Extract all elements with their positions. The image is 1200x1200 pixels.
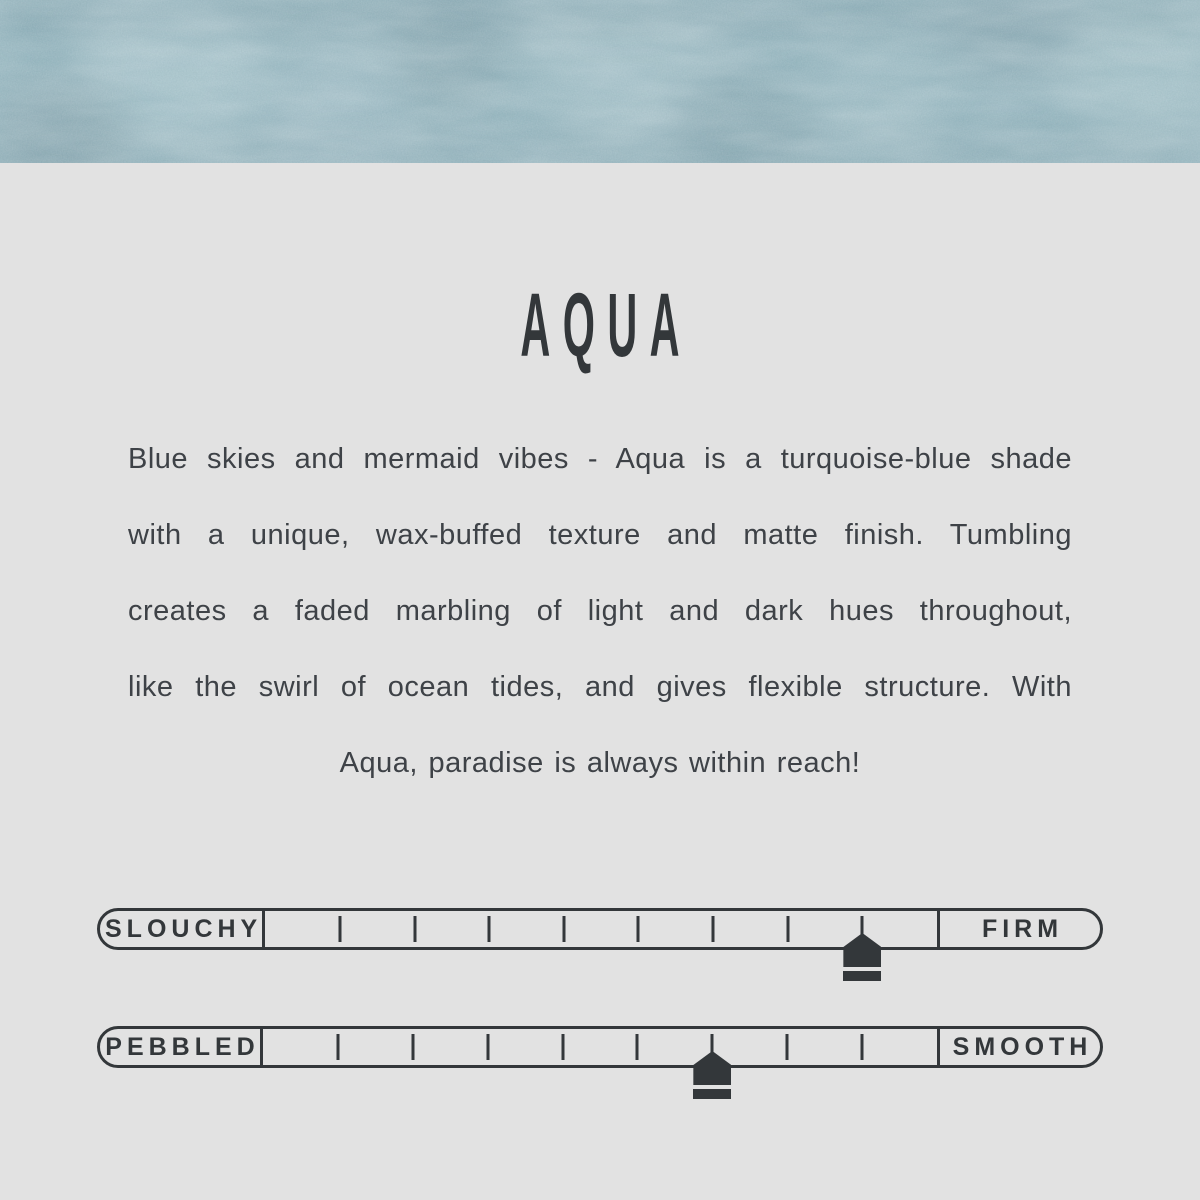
scale-track [265, 911, 937, 947]
scale-left-label: SLOUCHY [100, 911, 265, 947]
leather-texture-image [0, 0, 1200, 163]
marker-bar [693, 1089, 731, 1099]
scale-tick [637, 916, 640, 942]
color-name-title: AQUA [520, 276, 692, 376]
scale-tick [336, 1034, 339, 1060]
scale-tick [413, 916, 416, 942]
scale-tick [861, 1034, 864, 1060]
leather-swatch-banner [0, 0, 1200, 163]
scale-marker [843, 933, 881, 981]
description-line: Blue skies and mermaid vibes - Aqua is a turquoise-blue shade [128, 443, 1072, 475]
description-line: with a unique, wax-buffed texture and matte finish. Tumbling [128, 519, 1072, 551]
description-line: like the swirl of ocean tides, and gives flexible structure. With [128, 671, 1072, 703]
marker-arrow-icon [693, 1051, 731, 1085]
scale-tick [562, 916, 565, 942]
slouchy-firm-scale [97, 908, 1103, 950]
description-line: Aqua, paradise is always within reach! [339, 747, 861, 779]
scale-marker [693, 1051, 731, 1099]
scale-right-label: FIRM [937, 911, 1100, 947]
scale-tick [712, 916, 715, 942]
scale-tick [561, 1034, 564, 1060]
scale-left-label: PEBBLED [100, 1029, 263, 1065]
scale-tick [786, 916, 789, 942]
color-description [128, 421, 1072, 801]
pebbled-smooth-scale [97, 1026, 1103, 1068]
marker-arrow-icon [843, 933, 881, 967]
scale-tick [488, 916, 491, 942]
scale-track [263, 1029, 937, 1065]
marker-bar [843, 971, 881, 981]
scale-right-label: SMOOTH [937, 1029, 1100, 1065]
scale-tick [338, 916, 341, 942]
scale-tick [786, 1034, 789, 1060]
scale-tick [486, 1034, 489, 1060]
description-line: creates a faded marbling of light and dark hues throughout, [128, 595, 1072, 627]
scale-tick [411, 1034, 414, 1060]
scale-tick [636, 1034, 639, 1060]
